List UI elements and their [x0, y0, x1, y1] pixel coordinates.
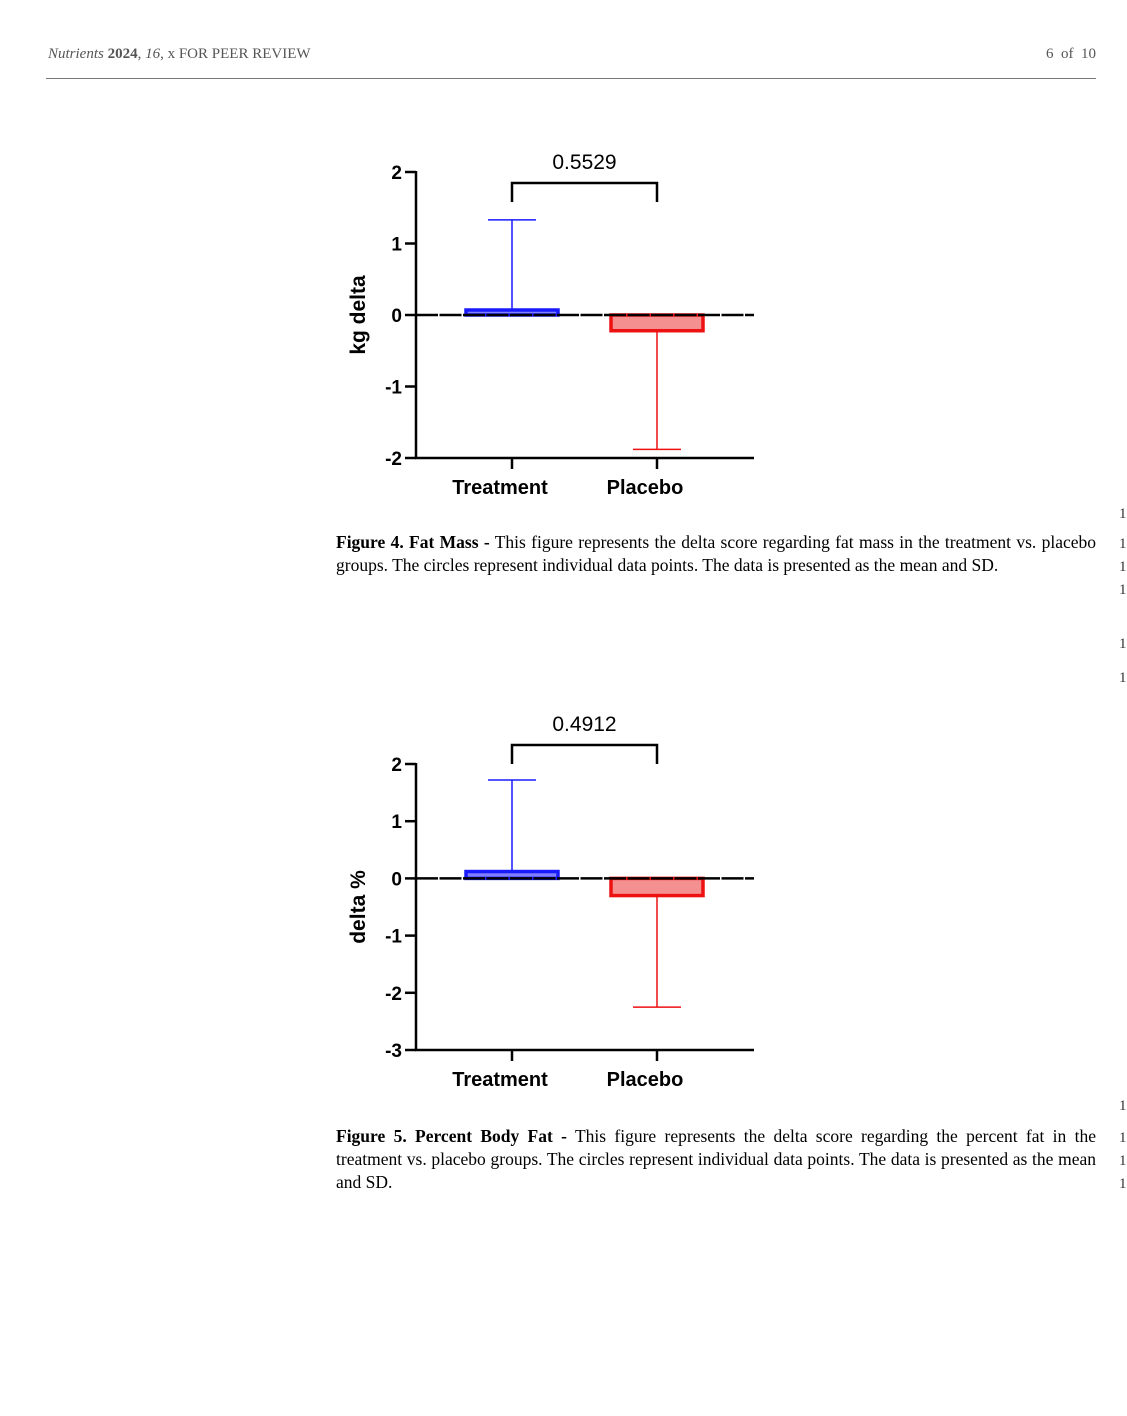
y-tick-label: 0	[391, 306, 402, 327]
x-tick-label: Placebo	[606, 477, 684, 499]
y-tick-label: 2	[391, 163, 402, 184]
y-tick-label: 1	[391, 234, 402, 256]
x-tick-label: Placebo	[606, 1069, 684, 1091]
y-tick-label: -2	[385, 983, 402, 1005]
significance-bracket	[512, 745, 657, 764]
figure-5-chart	[336, 692, 766, 1102]
page-number	[1046, 46, 1096, 63]
line-number: 1	[1119, 636, 1127, 652]
figure-5-caption	[336, 1125, 1096, 1194]
line-number: 1	[1119, 536, 1127, 552]
running-head-left: Nutrients 2024, 16, x FOR PEER REVIEW	[48, 46, 311, 62]
line-number: 1	[1119, 559, 1127, 575]
p-value-label: 0.4912	[552, 713, 617, 736]
figure-4-caption	[336, 531, 1096, 577]
line-number: 1	[1119, 670, 1127, 686]
x-tick-label: Treatment	[452, 477, 548, 499]
journal-name: Nutrients	[48, 46, 104, 62]
bar	[611, 878, 703, 895]
y-tick-label: 2	[391, 755, 402, 776]
p-value-label: 0.5529	[552, 151, 617, 174]
significance-bracket	[512, 183, 657, 202]
y-tick-label: 1	[391, 812, 402, 834]
y-tick-label: -1	[385, 926, 402, 948]
line-number: 1	[1119, 1130, 1127, 1146]
figure-5-caption-text: This figure represents the delta score regarding the percent fat in the treatment vs. placebo groups. The circles represent individual data points. The data is presented as the mean and SD.	[336, 1126, 1096, 1192]
peer-review-note: x FOR PEER REVIEW	[167, 46, 311, 62]
figure-4-chart	[336, 130, 766, 510]
line-number: 1	[1119, 582, 1127, 598]
header-rule	[46, 78, 1096, 79]
figure-4-caption-lead: Figure 4. Fat Mass -	[336, 532, 490, 552]
page-of: of	[1061, 46, 1074, 62]
y-tick-label: -3	[385, 1041, 402, 1062]
y-tick-label: -2	[385, 449, 402, 470]
y-tick-label: -1	[385, 377, 402, 399]
line-number: 1	[1119, 1098, 1127, 1114]
figure-5-caption-lead: Figure 5. Percent Body Fat -	[336, 1126, 567, 1146]
line-number: 1	[1119, 506, 1127, 522]
y-tick-label: 0	[391, 869, 402, 891]
journal-volume: 16	[145, 46, 161, 62]
page-current: 6	[1046, 46, 1054, 62]
y-axis-label: delta %	[347, 870, 370, 944]
x-tick-label: Treatment	[452, 1069, 548, 1091]
line-number: 1	[1119, 1153, 1127, 1169]
running-head	[48, 46, 1096, 68]
line-number: 1	[1119, 1176, 1127, 1192]
journal-year: 2024	[107, 46, 138, 62]
y-axis-label: kg delta	[347, 275, 370, 355]
figure-4-caption-text: This figure represents the delta score regarding fat mass in the treatment vs. placebo groups. The circles represent individual data points. The data is presented as the mean and SD.	[336, 532, 1096, 575]
bar	[611, 315, 703, 331]
page-total: 10	[1081, 46, 1096, 62]
